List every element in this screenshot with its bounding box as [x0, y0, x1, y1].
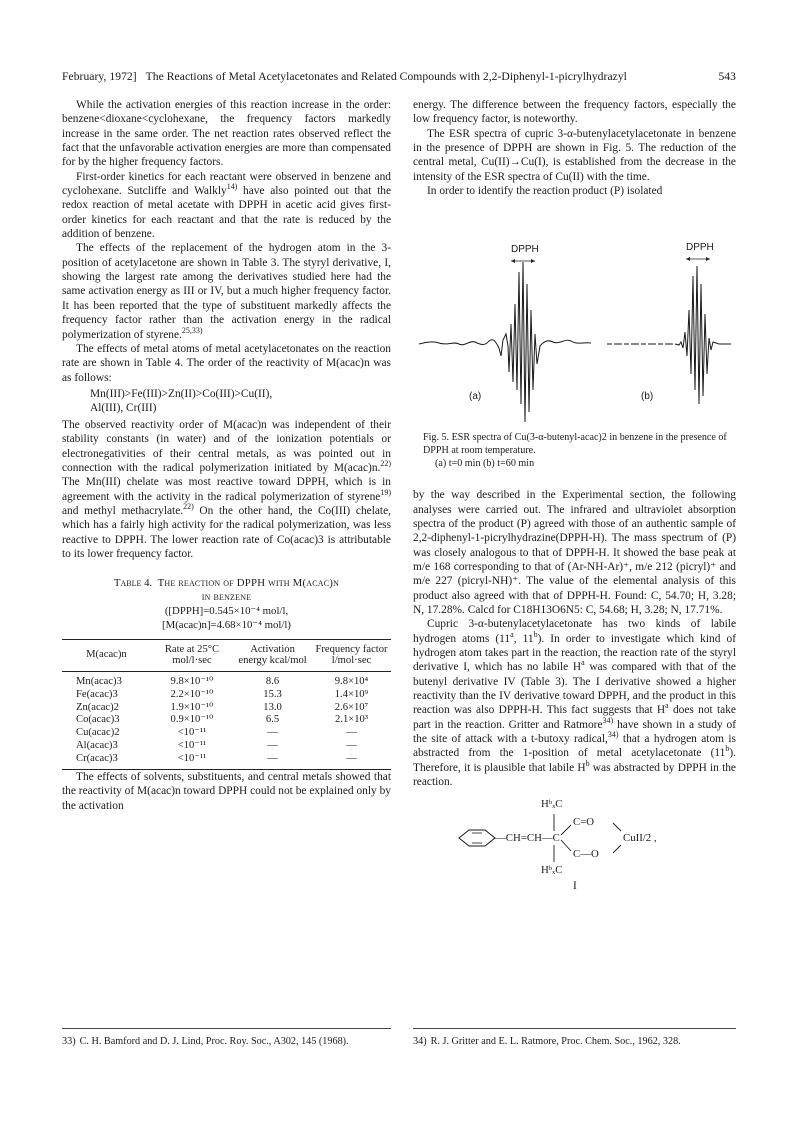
table-cell: Fe(acac)3: [76, 688, 118, 700]
table-cell: Cr(acac)3: [62, 753, 151, 769]
table-cell: 9.8×10⁴: [334, 675, 369, 687]
figure-caption-subtext: (a) t=0 min (b) t=60 min: [435, 457, 535, 469]
reference-marker: 25,33): [181, 325, 203, 335]
right-column: [413, 98, 736, 893]
reference-marker: 34): [607, 730, 619, 740]
table-cell: 13.0: [263, 701, 282, 713]
table-cell: <10⁻¹¹: [177, 740, 207, 752]
structure-carbonyl: C=O: [573, 816, 595, 829]
spectrum-a: [419, 262, 591, 422]
table-row: [62, 740, 391, 753]
table-cell: 1.4×10⁹: [334, 688, 369, 700]
paragraph: The effects of metal atoms of metal acetylacetonates on the reaction rate are shown in Table 4. The order of the reactivity of M(acac)n was as follows:: [62, 342, 391, 384]
table-condition: ([DPPH]=0.545×10⁻⁴ mol/l,: [164, 604, 289, 617]
table-row: [62, 714, 391, 727]
table-cell: —: [267, 740, 278, 752]
table-row: [62, 727, 391, 740]
paragraph: The effects of solvents, substituents, and central metals showed that the reactivity of M(acac)n toward DPPH could not be explained only by the activation: [62, 771, 391, 812]
column-header: Activation energy kcal/mol: [233, 639, 312, 671]
paragraph: Cupric 3-α-butenylacetylacetonate has two kinds of labile hydrogen atoms (11$^a$, 11$^b$). In order to investigate which kind of hydrogen atom takes part in the reaction, the reaction rate of the styryl derivative I, which has no labile $H^a$ was compared with that of the butenyl derivative IV (Table 3). The I derivative showed a higher reactivity than the IV derivative toward DPPH, and the product in this reaction was also DPPH-H. This fact suggests that $H^a$ does not take part in the reaction. Gritter and Ratmore$^{34)}$ have shown in a study of the site of attack with a t-butoxy radical,$^{34)}$ that a hydrogen atom is abstracted from the 1-position of metal acetylacetonate (11$^b$). Therefore, it is plausible that labile $H^b$ was abstracted by DPPH in the reaction.: [413, 618, 736, 789]
structure-bonds: [413, 793, 736, 879]
left-column: [62, 98, 391, 813]
running-header: [62, 70, 736, 83]
table-row: [62, 753, 391, 769]
header-date: February, 1972]: [62, 70, 137, 83]
footnote-rule: [413, 1028, 736, 1029]
table-cell: 8.6: [265, 675, 280, 687]
dpph-arrowhead-b: [686, 257, 690, 261]
benzene-ring: [459, 830, 495, 846]
footnote-number: 34): [413, 1036, 427, 1047]
page-number: 543: [718, 70, 736, 83]
table-cell: 0.9×10⁻¹⁰: [170, 714, 214, 726]
dpph-arrowhead-b: [706, 257, 710, 261]
order-line: Mn(III)>Fe(III)>Zn(II)>Co(III)>Cu(II),: [90, 387, 273, 400]
footnote-34: [413, 1035, 736, 1048]
table-caption: [62, 577, 391, 632]
table-cell: —: [346, 727, 357, 739]
data-table: [62, 639, 391, 771]
table-cell: 1.9×10⁻¹⁰: [170, 701, 214, 713]
table-cell: <10⁻¹¹: [177, 727, 207, 739]
table-cell: —: [346, 740, 357, 752]
footnote-text: C. H. Bamford and D. J. Lind, Proc. Roy. Soc., A302, 145 (1968).: [79, 1036, 349, 1047]
structure-chain: —CH=CH—C: [495, 832, 560, 845]
spectrum-label-a: (a): [469, 391, 482, 403]
paragraph: The observed reactivity order of M(acac)n was independent of their stability constants (in water) and of the ionization potentials or electronegativities of their central metals, as was pointed out in connection with the radical polymerization initiated by M(acac)n.$^{22)}$ The Mn(III) chelate was most reactive toward DPPH, which is in agreement with the activity in the radical polymerization of styrene$^{19)}$ and methyl methacrylate.$^{22)}$ On the other hand, the Co(III) chelate, which has a fairly high activity for the radical polymerization, was less reactive to DPPH. The lower reaction rate of Co(acac)3 is attributable to its lower frequency factor.: [62, 418, 391, 560]
table-title-line2: in benzene: [201, 591, 252, 604]
paragraph: First-order kinetics for each reactant were observed in benzene and cyclohexane. Sutcliffe and Walkly$^{14)}$ have also pointed out that the redox reaction of metal acetate with DPPH in acetic acid gives first-order kinetics for each reactant and that the rate is reduced by the addition of benzene.: [62, 170, 392, 241]
table-cell: 2.2×10⁻¹⁰: [170, 688, 214, 700]
table-cell: 6.5: [265, 714, 280, 726]
dpph-label-a: DPPH: [511, 244, 539, 256]
table-cell: —: [312, 753, 391, 769]
table-cell: <10⁻¹¹: [151, 753, 233, 769]
structure-label: I: [573, 880, 577, 893]
table-cell: Co(acac)3: [76, 714, 120, 726]
esr-figure: [413, 214, 736, 430]
paragraph: by the way described in the Experimental section, the following analyses were carried out. The infrared and ultraviolet absorption spectra of the product (P) agreed with those of an authentic sample of 2,2-diphenyl-1-picrylhydrazine(DPPH-H). The mass spectrum of (P) was closely analogous to that of DPPH-H. It showed the base peak at m/e 168 corresponding to that of (Ar-NH-Ar)⁺, m/e 212 (picryl)⁺ and m/e 227 (picryl-NH)⁺. The value of the elemental analysis of this product also agreed with that of DPPH-H. Found: C, 54.70; H, 3.28; N, 17.28%. Calcd for C18H13O6N5: C, 54.68; H, 3.28; N, 17.71%.: [413, 489, 736, 616]
table-cell: —: [233, 753, 312, 769]
paragraph: The effects of the replacement of the hydrogen atom in the 3-position of acetylacetone are shown in Table 3. The styryl derivative, I, showing the largest rate among the derivatives studied here had the same activation energy as III or IV, but a much higher frequency factor. It has been reported that the type of substituent markedly affects the frequency factor rather than the activation energy in the radical polymerization of styrene.$^{25,33)}$: [62, 242, 391, 341]
figure-caption-text: Fig. 5. ESR spectra of Cu(3-α-butenyl-acac)2 in benzene in the presence of DPPH at room temperature.: [423, 432, 727, 456]
table-cell: 15.3: [263, 688, 282, 700]
table-cell: Mn(acac)3: [76, 675, 122, 687]
footnote-number: 33): [62, 1036, 76, 1047]
table-cell: Al(acac)3: [76, 740, 118, 752]
table-cell: Zn(acac)2: [76, 701, 119, 713]
reference-marker: 22): [380, 459, 391, 469]
table-row: [62, 689, 391, 702]
footnote-text: R. J. Gritter and E. L. Ratmore, Proc. Chem. Soc., 1962, 328.: [430, 1036, 681, 1047]
table-condition: [M(acac)n]=4.68×10⁻⁴ mol/l): [162, 618, 291, 631]
chemical-structure: [413, 793, 736, 893]
structure-bottom: HᵇₓC: [541, 864, 563, 877]
table-cell: 2.6×10⁷: [334, 701, 369, 713]
dpph-arrowhead-a: [511, 259, 515, 263]
structure-top: HᵇₓC: [541, 798, 563, 811]
dpph-arrowhead-a: [531, 259, 535, 263]
figure-caption: [423, 432, 736, 470]
reactivity-order: [90, 387, 391, 416]
paragraph: energy. The difference between the frequency factors, especially the low frequency factor, is noteworthy.: [413, 99, 736, 126]
footnote-33: [62, 1035, 391, 1048]
column-header: Rate at 25°C mol/l·sec: [151, 639, 233, 671]
structure-copper: CuII/2 ,: [623, 832, 657, 845]
reference-marker: 19): [380, 487, 391, 497]
table-cell: 9.8×10⁻¹⁰: [170, 675, 214, 687]
structure-enolate: C—O: [573, 848, 599, 861]
order-line: Al(III), Cr(III): [90, 402, 157, 415]
table-body: [62, 671, 391, 769]
header-title: The Reactions of Metal Acetylacetonates and Related Compounds with 2,2-Diphenyl-1-picrylhydrazyl: [145, 70, 627, 83]
table-label: Table 4.: [113, 577, 153, 590]
spectrum-b-signal: [675, 266, 731, 404]
table-title: The reaction of DPPH with M(acac)n: [157, 577, 340, 590]
dpph-label-b: DPPH: [686, 242, 714, 254]
reference-marker: 14): [226, 182, 238, 192]
table-cell: Cu(acac)2: [76, 727, 120, 739]
paragraph: The ESR spectra of cupric 3-α-butenylacetylacetonate in benzene in the presence of DPPH are shown in Fig. 5. The reduction of the central metal, Cu(II)→Cu(I), is established from the decrease in the intensity of the ESR spectra of Cu(II) with the time.: [413, 127, 736, 183]
table-cell: —: [267, 727, 278, 739]
paragraph: In order to identify the reaction product (P) isolated: [427, 185, 663, 198]
column-header: M(acac)n: [62, 639, 151, 671]
reference-marker: 22): [183, 502, 194, 512]
footnote-rule: [62, 1028, 391, 1029]
column-header: Frequency factor l/mol·sec: [312, 639, 391, 671]
table-cell: 2.1×10³: [335, 714, 369, 726]
paragraph: While the activation energies of this reaction increase in the order: benzene<dioxane<cyclohexane, the frequency factors markedly increase in the same order. The net reaction rates observed reflect the fact that the unfavorable activation energies are more than compensated for by the higher frequency factors.: [62, 99, 391, 169]
spectrum-label-b: (b): [641, 391, 654, 403]
reference-marker: 34): [602, 715, 614, 725]
table-row: [62, 671, 391, 688]
table-row: [62, 702, 391, 715]
